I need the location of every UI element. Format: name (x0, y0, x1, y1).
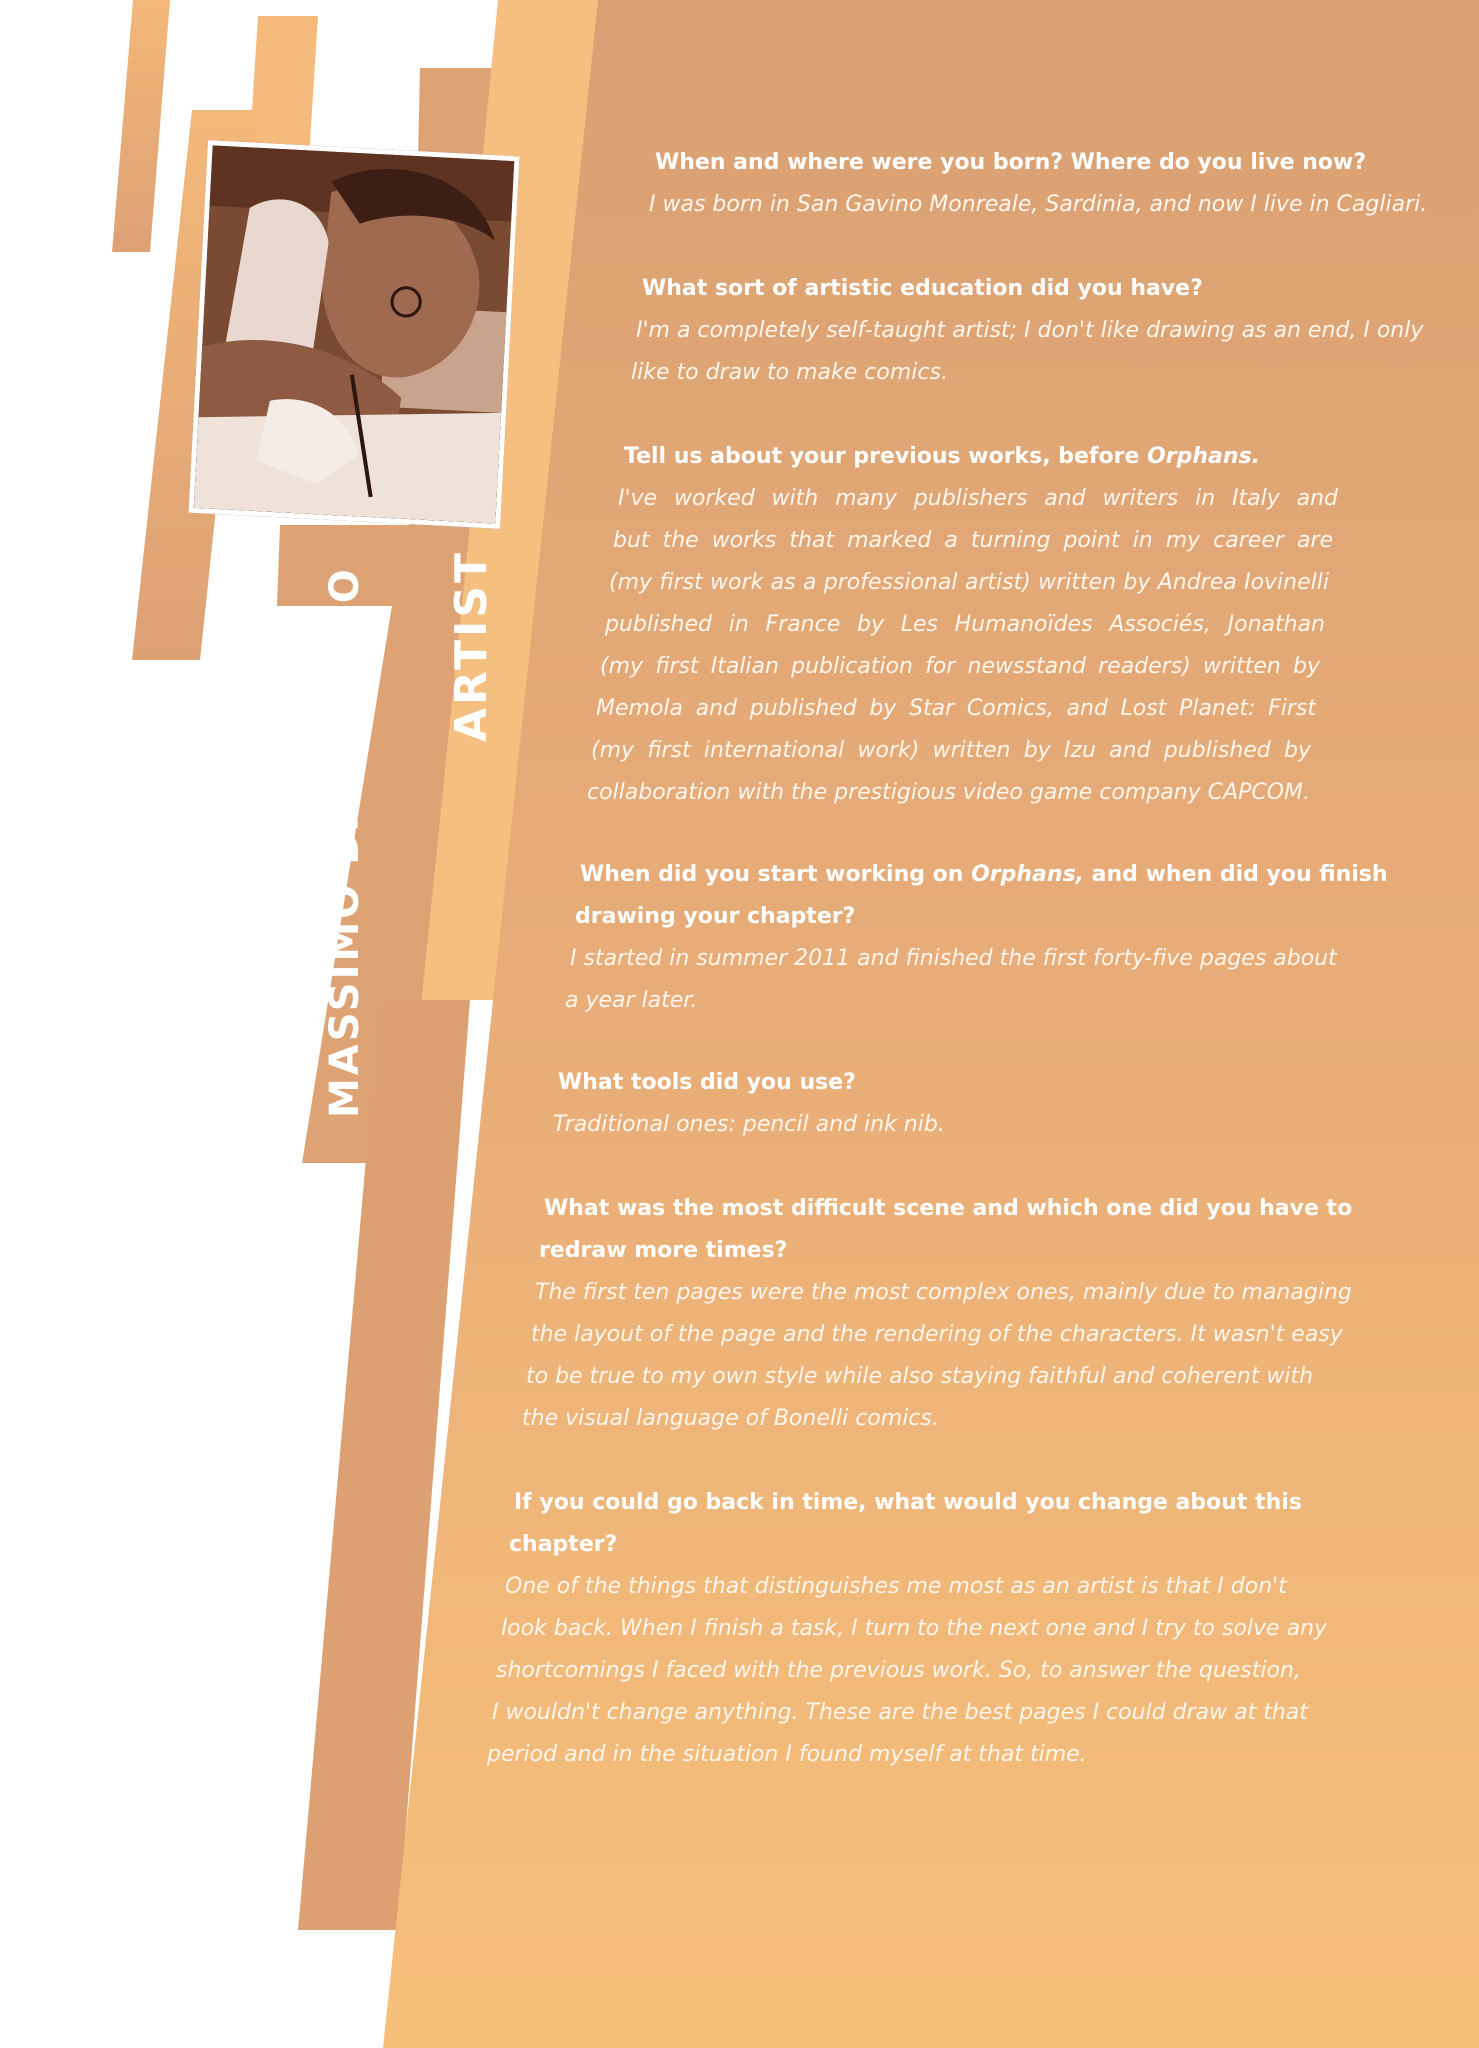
answer-line: look back. When I finish a task, I turn to the next one and I try to solve any (501, 1616, 1328, 1641)
question: What tools did you use? (558, 1070, 856, 1095)
artist-photo-image (194, 145, 515, 523)
qa-difficult-scene (522, 1188, 1353, 1440)
qa-tools (553, 1062, 1258, 1146)
answer-line: (my first Italian publication for newsstand readers) written by (600, 654, 1320, 679)
answer-line: (my first international work) written by Izu and published by (591, 738, 1311, 763)
answer-line: to be true to my own style while also staying faithful and coherent with (526, 1364, 1314, 1389)
answer-line: I started in summer 2011 and finished the first forty-five pages about (570, 946, 1337, 971)
question: chapter? (509, 1532, 618, 1557)
question-text: Tell us about your previous works, before (624, 444, 1148, 469)
question: If you could go back in time, what would you change about this (514, 1490, 1302, 1515)
answer-line: period and in the situation I found myself at that time. (487, 1742, 1087, 1767)
answer-text: Memola and published by Star Comics, and (596, 696, 1121, 721)
answer-text: but the works that marked a turning point in my career are (613, 528, 1333, 553)
artist-role: ARTIST (446, 549, 497, 742)
answer-line: shortcomings I faced with the previous work. So, to answer the question, (496, 1658, 1301, 1683)
question (624, 436, 1344, 478)
answer: Traditional ones: pencil and ink nib. (553, 1112, 945, 1137)
qa-previous-works (587, 436, 1344, 814)
question-title: Orphans, (971, 862, 1085, 887)
question: What sort of artistic education did you have? (642, 276, 1203, 301)
answer-line (613, 520, 1333, 562)
answer-line: the layout of the page and the rendering of the characters. It wasn't easy (531, 1322, 1343, 1347)
answer-line: collaboration with the prestigious video game company CAPCOM. (587, 780, 1311, 805)
answer-title: Lost Planet: First (1120, 696, 1316, 721)
question-title: Orphans. (1147, 444, 1261, 469)
answer-line: I'm a completely self-taught artist; I don't like drawing as an end, I only (636, 318, 1424, 343)
answer-line: a year later. (565, 988, 698, 1013)
question: What was the most difficult scene and which one did you have to (544, 1196, 1353, 1221)
question-text: and when did you finish (1084, 862, 1388, 887)
answer-line (605, 604, 1325, 646)
answer-line: I've worked with many publishers and writers in Italy and (618, 486, 1338, 511)
answer-line: The first ten pages were the most complex ones, mainly due to managing (535, 1280, 1352, 1305)
qa-go-back-in-time (487, 1482, 1328, 1776)
answer-line: like to draw to make comics. (631, 360, 948, 385)
question: drawing your chapter? (575, 904, 856, 929)
answer-line: One of the things that distinguishes me most as an artist is that I don't (505, 1574, 1287, 1599)
question (580, 854, 1388, 896)
answer-line: I wouldn't change anything. These are the best pages I could draw at that (492, 1700, 1308, 1725)
answer-title: Jonathan (1227, 612, 1325, 637)
question: When and where were you born? Where do you live now? (655, 150, 1367, 175)
answer-line: the visual language of Bonelli comics. (522, 1406, 939, 1431)
artist-name: MASSIMO DALL'OGLIO (322, 566, 368, 1118)
question-text: When did you start working on (580, 862, 972, 887)
answer: I was born in San Gavino Monreale, Sardinia, and now I live in Cagliari. (649, 192, 1428, 217)
answer-line (596, 688, 1316, 730)
qa-start-finish (565, 854, 1388, 1022)
artist-photo (188, 140, 519, 529)
decor-stripe-1 (112, 0, 170, 252)
question: redraw more times? (539, 1238, 788, 1263)
qa-born (649, 142, 1428, 226)
qa-education (631, 268, 1424, 394)
answer-line: (my first work as a professional artist) written by Andrea Iovinelli (609, 570, 1329, 595)
answer-text: published in France by Les Humanoïdes Associés, (605, 612, 1228, 637)
